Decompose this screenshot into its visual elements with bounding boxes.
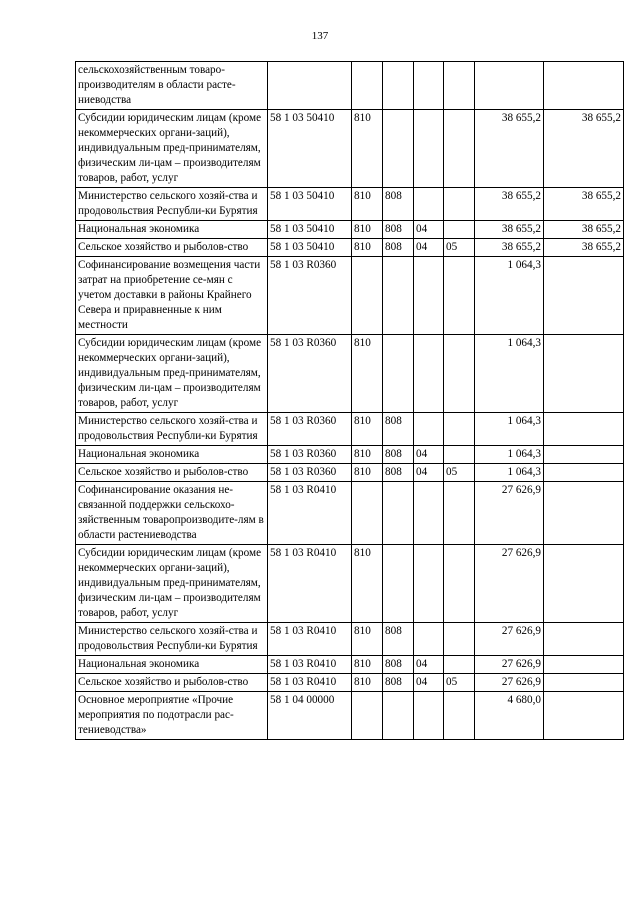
cell-name: Министерство сельского хозяй-ства и продовольствия Республи-ки Бурятия xyxy=(76,623,268,656)
cell-amount-2 xyxy=(544,482,624,545)
cell-administrator-code xyxy=(383,62,414,110)
cell-expense-type xyxy=(352,482,383,545)
cell-amount-2: 38 655,2 xyxy=(544,221,624,239)
cell-administrator-code: 808 xyxy=(383,188,414,221)
cell-subsection: 05 xyxy=(444,464,475,482)
cell-amount-2 xyxy=(544,446,624,464)
cell-subsection xyxy=(444,482,475,545)
cell-target-code: 58 1 03 R0360 xyxy=(268,335,352,413)
cell-name: Министерство сельского хозяй-ства и продовольствия Республи-ки Бурятия xyxy=(76,188,268,221)
table-row xyxy=(76,221,624,239)
cell-amount-1: 38 655,2 xyxy=(475,188,544,221)
table-row xyxy=(76,62,624,110)
cell-administrator-code: 808 xyxy=(383,221,414,239)
table-row xyxy=(76,257,624,335)
cell-amount-1: 38 655,2 xyxy=(475,221,544,239)
cell-amount-2: 38 655,2 xyxy=(544,110,624,188)
cell-target-code: 58 1 03 R0360 xyxy=(268,257,352,335)
cell-administrator-code: 808 xyxy=(383,239,414,257)
cell-amount-2 xyxy=(544,545,624,623)
table-row xyxy=(76,656,624,674)
cell-section xyxy=(414,110,444,188)
cell-name: Национальная экономика xyxy=(76,221,268,239)
cell-subsection xyxy=(444,656,475,674)
cell-name: Софинансирование возмещения части затрат на приобретение се-мян с учетом доставки в районы Крайнего Севера и приравненные к ним местности xyxy=(76,257,268,335)
cell-amount-1: 38 655,2 xyxy=(475,239,544,257)
cell-expense-type: 810 xyxy=(352,188,383,221)
cell-expense-type: 810 xyxy=(352,623,383,656)
cell-subsection xyxy=(444,623,475,656)
cell-amount-1: 27 626,9 xyxy=(475,482,544,545)
cell-administrator-code: 808 xyxy=(383,674,414,692)
cell-expense-type: 810 xyxy=(352,464,383,482)
cell-expense-type: 810 xyxy=(352,221,383,239)
cell-target-code: 58 1 03 R0410 xyxy=(268,482,352,545)
cell-subsection xyxy=(444,335,475,413)
cell-target-code: 58 1 03 50410 xyxy=(268,239,352,257)
cell-expense-type: 810 xyxy=(352,656,383,674)
cell-administrator-code xyxy=(383,335,414,413)
cell-name: Субсидии юридическим лицам (кроме некоммерческих органи-заций), индивидуальным пред-принимателям, физическим ли-цам – производителям товаров, работ, услуг xyxy=(76,335,268,413)
cell-amount-2 xyxy=(544,692,624,740)
cell-expense-type: 810 xyxy=(352,674,383,692)
cell-amount-1: 4 680,0 xyxy=(475,692,544,740)
table-row xyxy=(76,188,624,221)
cell-subsection xyxy=(444,62,475,110)
cell-subsection xyxy=(444,110,475,188)
cell-amount-2: 38 655,2 xyxy=(544,188,624,221)
table-row xyxy=(76,464,624,482)
cell-subsection: 05 xyxy=(444,239,475,257)
cell-amount-2 xyxy=(544,656,624,674)
cell-section: 04 xyxy=(414,221,444,239)
cell-name: сельскохозяйственным товаро-производителям в области расте-ниеводства xyxy=(76,62,268,110)
cell-expense-type: 810 xyxy=(352,239,383,257)
table-row xyxy=(76,482,624,545)
cell-section: 04 xyxy=(414,446,444,464)
cell-expense-type: 810 xyxy=(352,446,383,464)
table-row xyxy=(76,623,624,656)
cell-name: Сельское хозяйство и рыболов-ство xyxy=(76,464,268,482)
cell-administrator-code: 808 xyxy=(383,656,414,674)
cell-administrator-code: 808 xyxy=(383,464,414,482)
cell-section: 04 xyxy=(414,239,444,257)
cell-amount-1: 1 064,3 xyxy=(475,413,544,446)
cell-amount-2 xyxy=(544,335,624,413)
cell-subsection xyxy=(444,257,475,335)
cell-amount-1: 1 064,3 xyxy=(475,335,544,413)
cell-subsection xyxy=(444,446,475,464)
cell-administrator-code xyxy=(383,545,414,623)
cell-name: Национальная экономика xyxy=(76,446,268,464)
cell-target-code: 58 1 03 R0360 xyxy=(268,464,352,482)
cell-expense-type xyxy=(352,62,383,110)
cell-expense-type: 810 xyxy=(352,110,383,188)
cell-amount-1: 38 655,2 xyxy=(475,110,544,188)
cell-target-code: 58 1 03 50410 xyxy=(268,110,352,188)
cell-administrator-code xyxy=(383,692,414,740)
cell-name: Субсидии юридическим лицам (кроме некоммерческих органи-заций), индивидуальным пред-принимателям, физическим ли-цам – производителям товаров, работ, услуг xyxy=(76,545,268,623)
cell-target-code: 58 1 03 R0360 xyxy=(268,413,352,446)
cell-name: Сельское хозяйство и рыболов-ство xyxy=(76,239,268,257)
cell-name: Основное мероприятие «Прочие мероприятия по подотрасли рас-тениеводства» xyxy=(76,692,268,740)
cell-subsection xyxy=(444,221,475,239)
table-row xyxy=(76,446,624,464)
cell-section xyxy=(414,692,444,740)
cell-name: Национальная экономика xyxy=(76,656,268,674)
cell-subsection xyxy=(444,188,475,221)
cell-amount-1: 27 626,9 xyxy=(475,674,544,692)
cell-subsection xyxy=(444,413,475,446)
cell-administrator-code: 808 xyxy=(383,413,414,446)
cell-target-code: 58 1 03 R0410 xyxy=(268,674,352,692)
cell-amount-1 xyxy=(475,62,544,110)
table-row xyxy=(76,110,624,188)
cell-amount-2: 38 655,2 xyxy=(544,239,624,257)
cell-section xyxy=(414,623,444,656)
cell-section xyxy=(414,413,444,446)
table-row xyxy=(76,413,624,446)
cell-amount-2 xyxy=(544,674,624,692)
cell-administrator-code xyxy=(383,482,414,545)
cell-administrator-code: 808 xyxy=(383,623,414,656)
cell-expense-type xyxy=(352,257,383,335)
cell-target-code: 58 1 03 R0410 xyxy=(268,545,352,623)
table-row xyxy=(76,239,624,257)
cell-expense-type xyxy=(352,692,383,740)
cell-name: Софинансирование оказания не-связанной поддержки сельскохо-зяйственным товаропроизводите-лям в области растениеводства xyxy=(76,482,268,545)
cell-amount-1: 1 064,3 xyxy=(475,464,544,482)
cell-target-code: 58 1 03 R0410 xyxy=(268,656,352,674)
cell-amount-2 xyxy=(544,464,624,482)
cell-section: 04 xyxy=(414,656,444,674)
cell-target-code: 58 1 03 50410 xyxy=(268,221,352,239)
table-row xyxy=(76,692,624,740)
cell-name: Субсидии юридическим лицам (кроме некоммерческих органи-заций), индивидуальным пред-принимателям, физическим ли-цам – производителям товаров, работ, услуг xyxy=(76,110,268,188)
cell-amount-2 xyxy=(544,623,624,656)
cell-expense-type: 810 xyxy=(352,545,383,623)
cell-section: 04 xyxy=(414,674,444,692)
cell-amount-1: 1 064,3 xyxy=(475,257,544,335)
cell-amount-1: 1 064,3 xyxy=(475,446,544,464)
cell-section xyxy=(414,482,444,545)
cell-name: Сельское хозяйство и рыболов-ство xyxy=(76,674,268,692)
table-row xyxy=(76,674,624,692)
cell-subsection xyxy=(444,692,475,740)
cell-section xyxy=(414,188,444,221)
cell-subsection xyxy=(444,545,475,623)
cell-amount-2 xyxy=(544,413,624,446)
cell-section xyxy=(414,335,444,413)
cell-section: 04 xyxy=(414,464,444,482)
cell-section xyxy=(414,62,444,110)
cell-expense-type: 810 xyxy=(352,335,383,413)
cell-section xyxy=(414,545,444,623)
page-number: 137 xyxy=(311,30,329,42)
cell-amount-1: 27 626,9 xyxy=(475,623,544,656)
budget-table xyxy=(75,61,624,740)
cell-target-code: 58 1 03 R0360 xyxy=(268,446,352,464)
cell-target-code: 58 1 04 00000 xyxy=(268,692,352,740)
cell-target-code: 58 1 03 R0410 xyxy=(268,623,352,656)
cell-target-code: 58 1 03 50410 xyxy=(268,188,352,221)
cell-amount-2 xyxy=(544,62,624,110)
cell-subsection: 05 xyxy=(444,674,475,692)
cell-amount-1: 27 626,9 xyxy=(475,545,544,623)
cell-name: Министерство сельского хозяй-ства и продовольствия Республи-ки Бурятия xyxy=(76,413,268,446)
cell-administrator-code xyxy=(383,257,414,335)
cell-administrator-code xyxy=(383,110,414,188)
table-row xyxy=(76,335,624,413)
cell-amount-2 xyxy=(544,257,624,335)
cell-section xyxy=(414,257,444,335)
cell-target-code xyxy=(268,62,352,110)
cell-amount-1: 27 626,9 xyxy=(475,656,544,674)
table-row xyxy=(76,545,624,623)
cell-administrator-code: 808 xyxy=(383,446,414,464)
cell-expense-type: 810 xyxy=(352,413,383,446)
